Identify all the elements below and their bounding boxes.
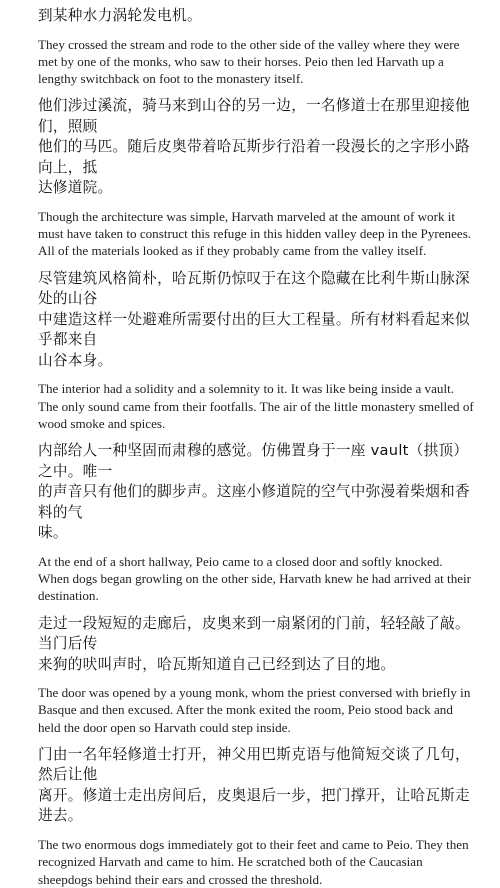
paragraph-zh-6: 门由一名年轻修道士打开，神父用巴斯克语与他简短交谈了几句，然后让他 离开。修道士走出房间后，皮奥退后一步，把门撑开，让哈瓦斯走进去。 [38,745,470,825]
paragraph-en-6: The two enormous dogs immediately got to their feet and came to Peio. They then recognized Harvath and came to him. He scratched both of the Caucasian sheepdogs behind their ears and crossed the threshold. [38,836,469,887]
paragraph-en-4: At the end of a short hallway, Peio came to a closed door and softly knocked. When dogs began growling on the other side, Harvath knew he had arrived at their destination. [38,553,472,604]
paragraph-zh-4: 内部给人一种坚固而肃穆的感觉。仿佛置身于一座 vault（拱顶）之中。唯一 的声音只有他们的脚步声。这座小修道院的空气中弥漫着柴烟和香料的气 味。 [38,442,470,542]
paragraph-zh-5: 走过一段短短的走廊后，皮奥来到一扇紧闭的门前，轻轻敲了敲。当门后传 来狗的吠叫声时，哈瓦斯知道自己已经到达了目的地。 [38,614,470,673]
paragraph-zh-2: 他们涉过溪流，骑马来到山谷的另一边，一名修道士在那里迎接他们，照顾 他们的马匹。随后皮奥带着哈瓦斯步行沿着一段漫长的之字形小路向上，抵 达修道院。 [38,97,470,197]
paragraph-zh-3: 尽管建筑风格简朴，哈瓦斯仍惊叹于在这个隐藏在比利牛斯山脉深处的山谷 中建造这样一处避难所需要付出的巨大工程量。所有材料看起来似乎都来自 山谷本身。 [38,269,470,369]
paragraph-zh-1: 到某种水力涡轮发电机。 [38,7,202,24]
paragraph-en-1: They crossed the stream and rode to the other side of the valley where they were met by one of the monks, who saw to their horses. Peio then led Harvath up a lengthy switchback on foot to the monastery itself. [38,36,460,87]
paragraph-en-5: The door was opened by a young monk, whom the priest conversed with briefly in Basque and then excused. After the monk exited the room, Peio stood back and held the door open so Harvath could step inside. [38,685,471,735]
paragraph-en-3: The interior had a solidity and a solemnity to it. It was like being inside a vault. The only sound came from their footfalls. The air of the little monastery smelled of wood smoke and spices. [38,381,474,431]
paragraph-en-2: Though the architecture was simple, Harvath marveled at the amount of work it must have taken to construct this refuge in this hidden valley deep in the Pyrenees. All of the materials looked as if they probably came from the valley itself. [38,208,472,259]
